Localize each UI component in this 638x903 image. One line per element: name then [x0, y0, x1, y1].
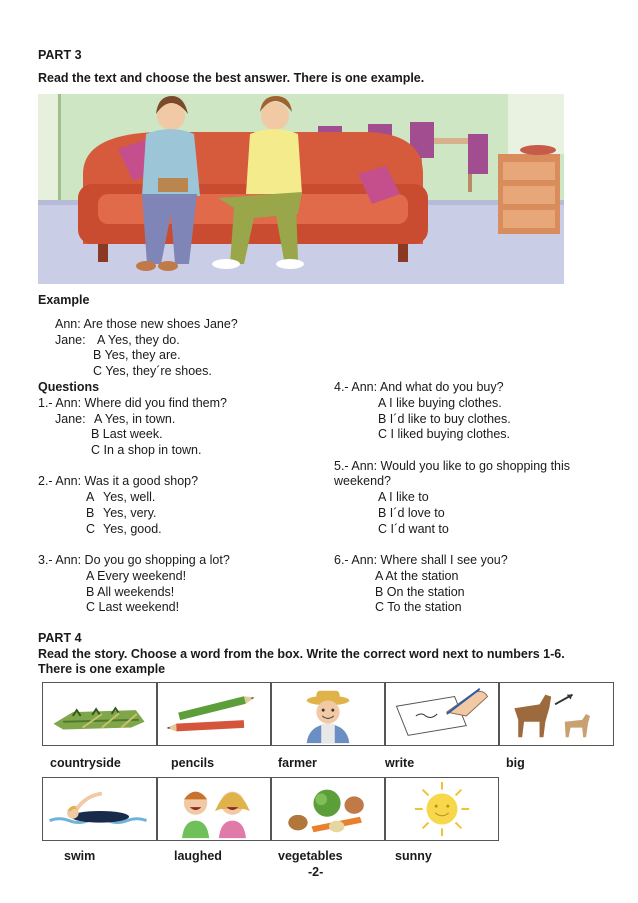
word-vegetables: vegetables — [278, 849, 343, 863]
q6-option-c: C To the station — [375, 600, 462, 614]
part4-instruction-line1: Read the story. Choose a word from the box. Write the correct word next to numbers 1-6. — [38, 647, 565, 661]
word-farmer: farmer — [278, 756, 317, 770]
q5-ann-line: 5.- Ann: Would you like to go shopping this — [334, 459, 571, 473]
q4-option-b: B I´d like to buy clothes. — [378, 412, 511, 426]
countryside-picture — [42, 682, 157, 746]
write-picture — [385, 682, 499, 746]
part4-instruction-line2: There is one example — [38, 662, 166, 676]
laughed-picture — [157, 777, 271, 841]
farmer-icon — [272, 683, 384, 745]
q1-option-a: A Yes, in town. — [94, 412, 176, 426]
q3-option-c: C Last weekend! — [86, 600, 180, 614]
q6-ann-line: 6.- Ann: Where shall I see you? — [334, 553, 508, 567]
farmer-picture — [271, 682, 385, 746]
q1-option-b: B Last week. — [91, 427, 163, 441]
q4-ann-line: 4.- Ann: And what do you buy? — [334, 380, 504, 394]
example-option-b: B Yes, they are. — [93, 348, 181, 362]
word-pencils: pencils — [171, 756, 215, 770]
part3-instruction: Read the text and choose the best answer. There is one example. — [38, 71, 425, 85]
q4-option-a: A I like buying clothes. — [378, 396, 502, 410]
example-ann-line: Ann: Are those new shoes Jane? — [55, 317, 238, 331]
example-option-a: A Yes, they do. — [97, 333, 180, 347]
sofa-scene-illustration — [38, 94, 564, 284]
word-big: big — [506, 756, 525, 770]
word-write: write — [385, 756, 415, 770]
q2-option-a-letter: A — [86, 490, 95, 504]
part3-heading: PART 3 — [38, 48, 82, 62]
q6-option-a: A At the station — [375, 569, 459, 583]
example-option-c: C Yes, they´re shoes. — [93, 364, 212, 378]
example-jane-label: Jane: — [55, 333, 86, 347]
q2-option-a-text: Yes, well. — [103, 490, 156, 504]
swim-icon — [43, 778, 156, 840]
laughing-children-icon — [158, 778, 270, 840]
q5-option-c: C I´d want to — [378, 522, 449, 536]
q5-option-b: B I´d love to — [378, 506, 445, 520]
q1-ann-line: 1.- Ann: Where did you find them? — [38, 396, 227, 410]
sunny-picture — [385, 777, 499, 841]
pencils-picture — [157, 682, 271, 746]
page-number: -2- — [308, 865, 324, 879]
q2-option-b-text: Yes, very. — [103, 506, 157, 520]
q3-option-a: A Every weekend! — [86, 569, 187, 583]
q5-ann-line-2: weekend? — [334, 474, 391, 488]
word-sunny: sunny — [395, 849, 432, 863]
q3-option-b: B All weekends! — [86, 585, 175, 599]
sun-icon — [386, 778, 498, 840]
word-countryside: countryside — [50, 756, 121, 770]
q4-option-c: C I liked buying clothes. — [378, 427, 511, 441]
q2-option-c-text: Yes, good. — [103, 522, 162, 536]
q1-option-c: C In a shop in town. — [91, 443, 202, 457]
big-animals-icon — [500, 683, 613, 745]
q2-ann-line: 2.- Ann: Was it a good shop? — [38, 474, 199, 488]
example-label: Example — [38, 293, 90, 307]
write-icon — [386, 683, 498, 745]
q1-jane-label: Jane: — [55, 412, 86, 426]
swim-picture — [42, 777, 157, 841]
q6-option-b: B On the station — [375, 585, 465, 599]
questions-label: Questions — [38, 380, 100, 394]
countryside-icon — [43, 683, 156, 745]
part4-heading: PART 4 — [38, 631, 82, 645]
q5-option-a: A I like to — [378, 490, 429, 504]
q2-option-c-letter: C — [86, 522, 96, 536]
q3-ann-line: 3.- Ann: Do you go shopping a lot? — [38, 553, 230, 567]
pencils-icon — [158, 683, 270, 745]
vegetables-icon — [272, 778, 384, 840]
word-swim: swim — [64, 849, 96, 863]
q2-option-b-letter: B — [86, 506, 95, 520]
vegetables-picture — [271, 777, 385, 841]
word-laughed: laughed — [174, 849, 222, 863]
big-picture — [499, 682, 614, 746]
